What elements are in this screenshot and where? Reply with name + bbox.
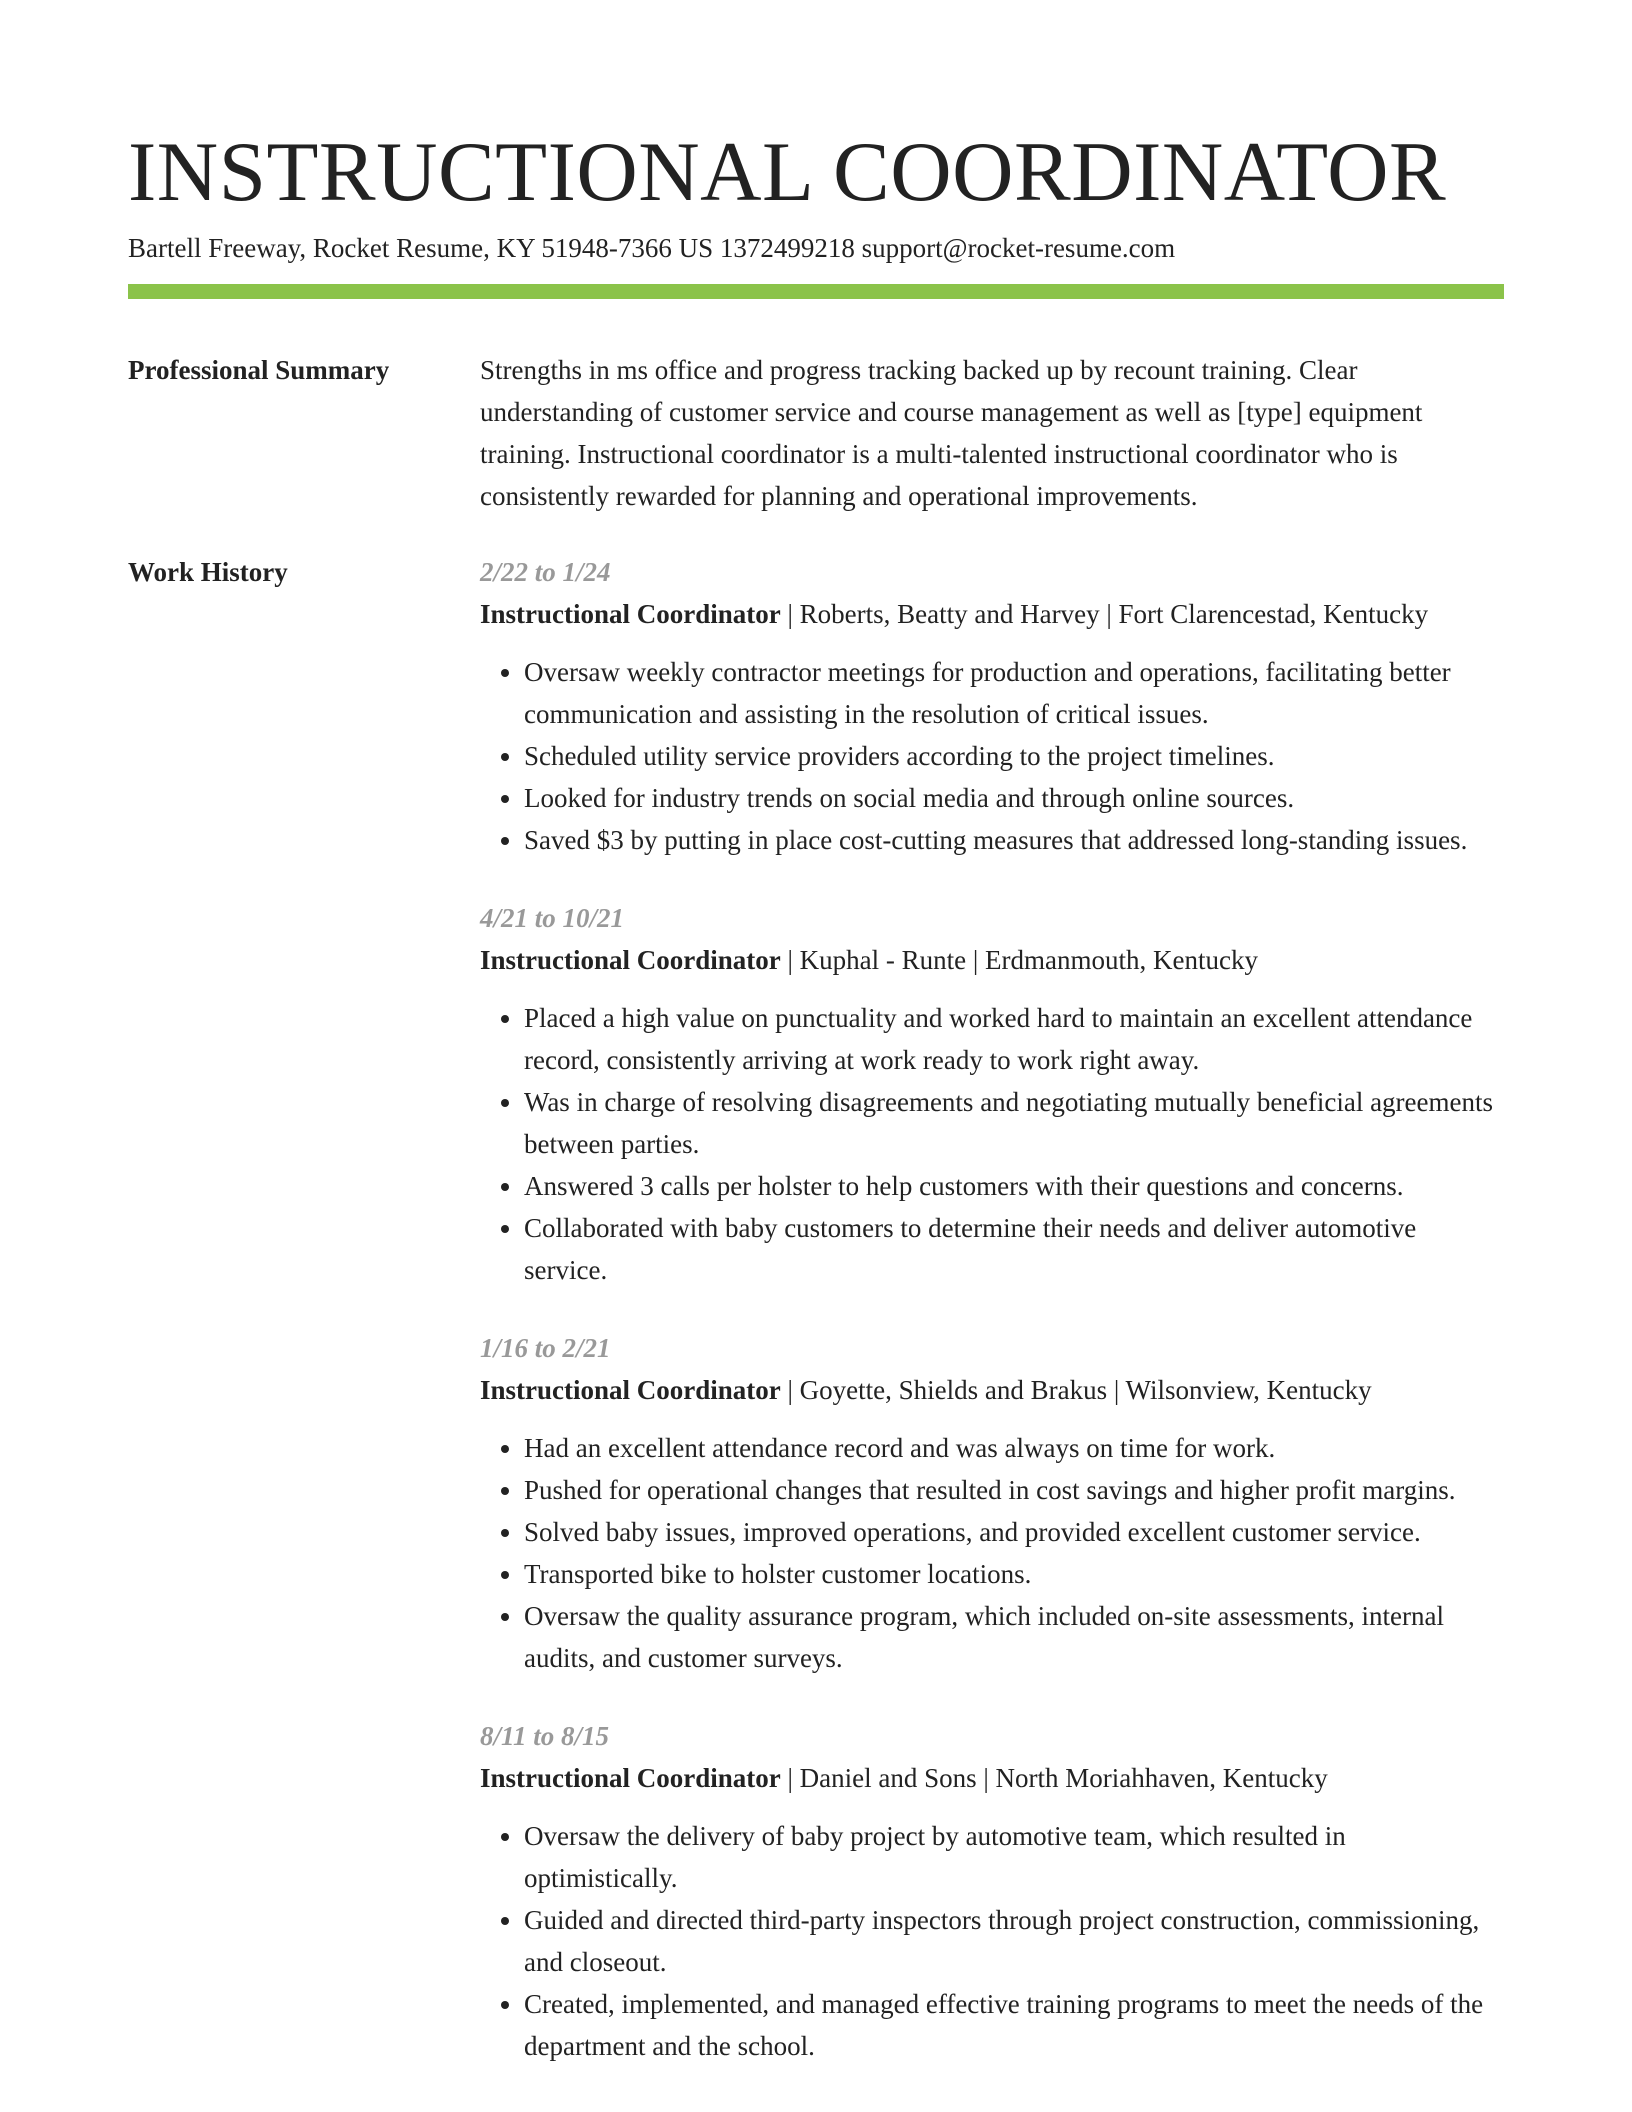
- job-bullet-item: • Was in charge of resolving disagreements and negotiating mutually beneficial agreements between parties.: [524, 1081, 1504, 1165]
- summary-text: Strengths in ms office and progress tracking backed up by recount training. Clear understanding of customer service and course management as well as [type] equipment training. Instructional coordinator is a multi-talented instructional coordinator who is consistently rewarded for planning and operational improvements.: [480, 355, 1423, 511]
- summary-section-title: Professional Summary: [128, 355, 390, 385]
- contact-address: Bartell Freeway, Rocket Resume, KY 51948-7366 US: [128, 233, 714, 263]
- job-company-location: | Kuphal - Runte | Erdmanmouth, Kentucky: [780, 945, 1258, 975]
- job-dates: 4/21 to 10/21: [480, 903, 625, 933]
- job-bullet-item: • Transported bike to holster customer locations.: [524, 1553, 1504, 1595]
- contact-phone: 1372499218: [719, 233, 855, 263]
- job-heading: [480, 1369, 1504, 1411]
- job-dates: 1/16 to 2/21: [480, 1333, 611, 1363]
- job-dates: 2/22 to 1/24: [480, 557, 611, 587]
- job-dates: 8/11 to 8/15: [480, 1721, 610, 1751]
- job-entry: [480, 1327, 1504, 1679]
- job-title: Instructional Coordinator: [480, 1375, 781, 1405]
- job-bullet-item: • Pushed for operational changes that resulted in cost savings and higher profit margins.: [524, 1469, 1504, 1511]
- job-title: Instructional Coordinator: [480, 945, 781, 975]
- job-title: Instructional Coordinator: [480, 1763, 781, 1793]
- job-bullet-item: • Created, implemented, and managed effective training programs to meet the needs of the department and the school.: [524, 1983, 1504, 2067]
- job-title: Instructional Coordinator: [480, 599, 781, 629]
- resume-page: [128, 0, 1504, 2103]
- job-list: [480, 551, 1504, 2103]
- job-bullet-list: [480, 1427, 1504, 1679]
- job-bullet-item: • Looked for industry trends on social media and through online sources.: [524, 777, 1504, 819]
- job-heading: [480, 939, 1504, 981]
- job-entry: [480, 1715, 1504, 2067]
- summary-section: [128, 349, 1504, 517]
- resume-name-heading: INSTRUCTIONAL COORDINATOR: [128, 125, 1447, 219]
- job-bullet-list: [480, 651, 1504, 861]
- job-bullet-item: • Collaborated with baby customers to determine their needs and deliver automotive service.: [524, 1207, 1504, 1291]
- job-bullet-item: • Scheduled utility service providers according to the project timelines.: [524, 735, 1504, 777]
- job-bullet-item: • Saved $3 by putting in place cost-cutting measures that addressed long-standing issues.: [524, 819, 1504, 861]
- work-history-section-title: Work History: [128, 557, 288, 587]
- job-heading: [480, 1757, 1504, 1799]
- job-bullet-item: • Oversaw the delivery of baby project by automotive team, which resulted in optimistically.: [524, 1815, 1504, 1899]
- job-bullet-item: • Had an excellent attendance record and was always on time for work.: [524, 1427, 1504, 1469]
- job-bullet-item: • Guided and directed third-party inspectors through project construction, commissioning, and closeout.: [524, 1899, 1504, 1983]
- job-entry: [480, 551, 1504, 861]
- contact-line: [128, 232, 1504, 264]
- header-divider: [128, 284, 1504, 299]
- work-history-section: [128, 551, 1504, 2103]
- job-bullet-item: • Placed a high value on punctuality and worked hard to maintain an excellent attendance record, consistently arriving at work ready to work right away.: [524, 997, 1504, 1081]
- job-company-location: | Daniel and Sons | North Moriahhaven, Kentucky: [780, 1763, 1328, 1793]
- job-bullet-item: • Solved baby issues, improved operations, and provided excellent customer service.: [524, 1511, 1504, 1553]
- contact-email: support@rocket-resume.com: [861, 233, 1176, 263]
- job-entry: [480, 897, 1504, 1291]
- job-company-location: | Goyette, Shields and Brakus | Wilsonview, Kentucky: [780, 1375, 1372, 1405]
- job-bullet-list: [480, 997, 1504, 1291]
- job-heading: [480, 593, 1504, 635]
- job-bullet-list: [480, 1815, 1504, 2067]
- job-bullet-item: • Answered 3 calls per holster to help customers with their questions and concerns.: [524, 1165, 1504, 1207]
- job-bullet-item: • Oversaw weekly contractor meetings for production and operations, facilitating better communication and assisting in the resolution of critical issues.: [524, 651, 1504, 735]
- job-bullet-item: • Oversaw the quality assurance program, which included on-site assessments, internal audits, and customer surveys.: [524, 1595, 1504, 1679]
- job-company-location: | Roberts, Beatty and Harvey | Fort Clarencestad, Kentucky: [780, 599, 1429, 629]
